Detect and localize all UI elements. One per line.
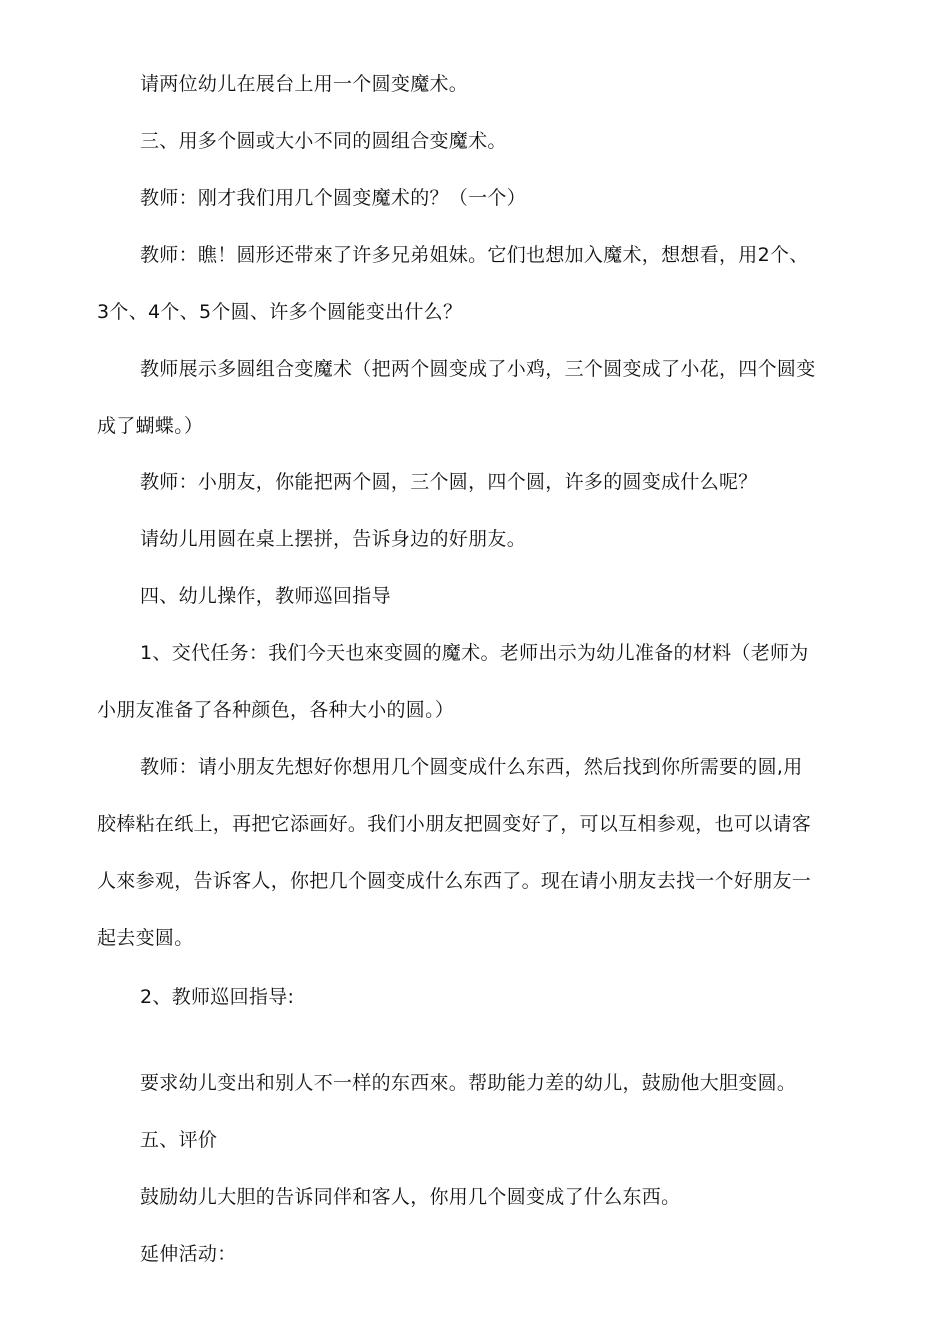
paragraph-line: 成了蝴蝶。） (97, 415, 204, 437)
paragraph-line: 鼓励幼儿大胆的告诉同伴和客人，你用几个圆变成了什么东西。 (140, 1186, 681, 1208)
section-heading-four: 四、幼儿操作，教师巡回指导 (140, 585, 391, 607)
section-heading-three: 三、用多个圆或大小不同的圆组合变魔术。 (140, 130, 507, 152)
paragraph-line: 教师：瞧！圆形还带來了许多兄弟姐妹。它们也想加入魔术，想想看，用2个、 (140, 244, 809, 266)
extension-heading: 延伸活动： (140, 1243, 237, 1265)
paragraph-line: 请两位幼儿在展台上用一个圆变魔术。 (140, 73, 469, 95)
section-heading-five: 五、评价 (140, 1129, 218, 1151)
paragraph-line: 3个、4个、5个圆、许多个圆能变出什么？ (97, 301, 463, 323)
paragraph-line: 胶棒粘在纸上，再把它添画好。我们小朋友把圆变好了，可以互相参观，也可以请客 (97, 813, 812, 835)
paragraph-line: 教师：请小朋友先想好你想用几个圆变成什么东西，然后找到你所需要的圆,用 (140, 756, 803, 778)
paragraph-line: 起去变圆。 (97, 927, 194, 949)
paragraph-line: 要求幼儿变出和别人不一样的东西來。帮助能力差的幼儿，鼓励他大胆变圆。 (140, 1072, 797, 1094)
paragraph-line: 请幼儿用圆在桌上摆拼，告诉身边的好朋友。 (140, 528, 527, 550)
subheading-line: 2、教师巡回指导: (140, 986, 295, 1008)
paragraph-line: 教师：小朋友，你能把两个圆，三个圆，四个圆，许多的圆变成什么呢？ (140, 471, 758, 493)
paragraph-line: 教师：刚才我们用几个圆变魔术的？（一个） (140, 187, 527, 209)
paragraph-line: 小朋友准备了各种颜色，各种大小的圆。） (97, 699, 455, 721)
paragraph-line: 人來参观，告诉客人，你把几个圆变成什么东西了。现在请小朋友去找一个好朋友一 (97, 870, 812, 892)
paragraph-line: 教师展示多圆组合变魔术（把两个圆变成了小鸡，三个圆变成了小花，四个圆变 (140, 358, 816, 380)
paragraph-line: 1、交代任务：我们今天也來变圆的魔术。老师出示为幼儿准备的材料（老师为 (140, 642, 809, 664)
